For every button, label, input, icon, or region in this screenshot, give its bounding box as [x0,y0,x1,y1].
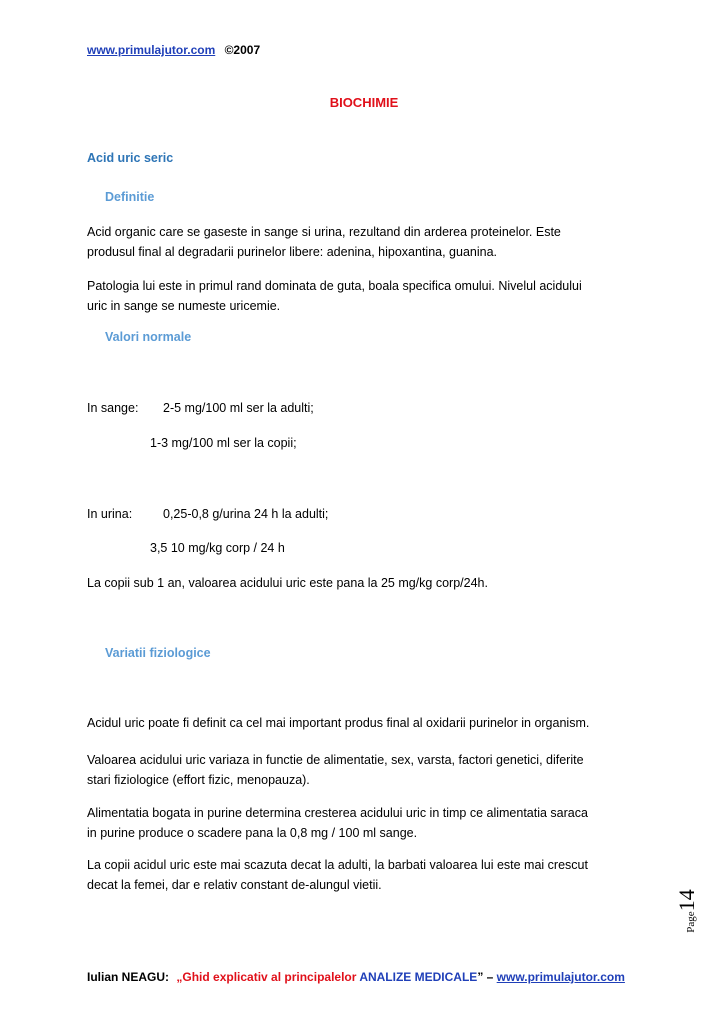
page-number-value: 14 [674,889,699,912]
page-footer [87,970,625,984]
copii-note: La copii sub 1 an, valoarea acidului uric este pana la 25 mg/kg corp/24h. [87,576,488,590]
text-line: Valoarea acidului uric variaza in functie de alimentatie, sex, varsta, factori genetici, diferite [87,753,584,767]
variatii-paragraph-2 [87,750,647,790]
text-line: produsul final al degradarii purinelor libere: adenina, hipoxantina, guanina. [87,245,498,259]
footer-link[interactable]: www.primulajutor.com [496,970,625,984]
text-line: La copii acidul uric este mai scazuta decat la adulti, la barbati valoarea lui este mai crescut [87,858,588,872]
variatii-paragraph-1: Acidul uric poate fi definit ca cel mai important produs final al oxidarii purinelor in organism. [87,716,590,730]
definitie-paragraph-1 [87,222,647,262]
valori-heading: Valori normale [105,330,192,344]
text-line: Alimentatia bogata in purine determina cresterea acidului uric in timp ce alimentatia saraca [87,806,588,820]
page-title-text: BIOCHIMIE [329,95,399,110]
footer-guide: Ghid explicativ al principalelor [182,970,357,984]
page-number [672,878,702,944]
variatii-paragraph-4 [87,855,647,895]
footer-analize: ANALIZE MEDICALE [359,970,478,984]
text-line: decat la femei, dar e relativ constant de-alungul vietii. [87,878,382,892]
footer-quote-close: ” – [477,970,494,984]
urina-copii: 3,5 10 mg/kg corp / 24 h [150,541,285,555]
page-header [87,43,260,57]
footer-author: Iulian NEAGU: [87,970,170,984]
page-label: Page [685,911,697,933]
variatii-paragraph-3 [87,803,647,843]
text-line: stari fiziologice (effort fizic, menopauza). [87,773,310,787]
section-title: Acid uric seric [87,151,174,165]
variatii-heading: Variatii fiziologice [105,646,211,660]
definitie-heading: Definitie [105,190,155,204]
page-title [0,95,728,110]
definitie-paragraph-2 [87,276,647,316]
text-line: Acid organic care se gaseste in sange si urina, rezultand din arderea proteinelor. Este [87,225,561,239]
header-copyright: ©2007 [224,43,261,57]
text-line: Patologia lui este in primul rand dominata de guta, boala specifica omului. Nivelul acidului [87,279,582,293]
header-link[interactable]: www.primulajutor.com [87,43,216,57]
text-line: in purine produce o scadere pana la 0,8 mg / 100 ml sange. [87,826,418,840]
text-line: uric in sange se numeste uricemie. [87,299,281,313]
sange-label: In sange: [87,401,139,415]
sange-copii: 1-3 mg/100 ml ser la copii; [150,436,297,450]
sange-adulti: 2-5 mg/100 ml ser la adulti; [163,401,314,415]
footer-quote-open: „ [176,970,183,984]
urina-label: In urina: [87,507,133,521]
urina-adulti: 0,25-0,8 g/urina 24 h la adulti; [163,507,329,521]
